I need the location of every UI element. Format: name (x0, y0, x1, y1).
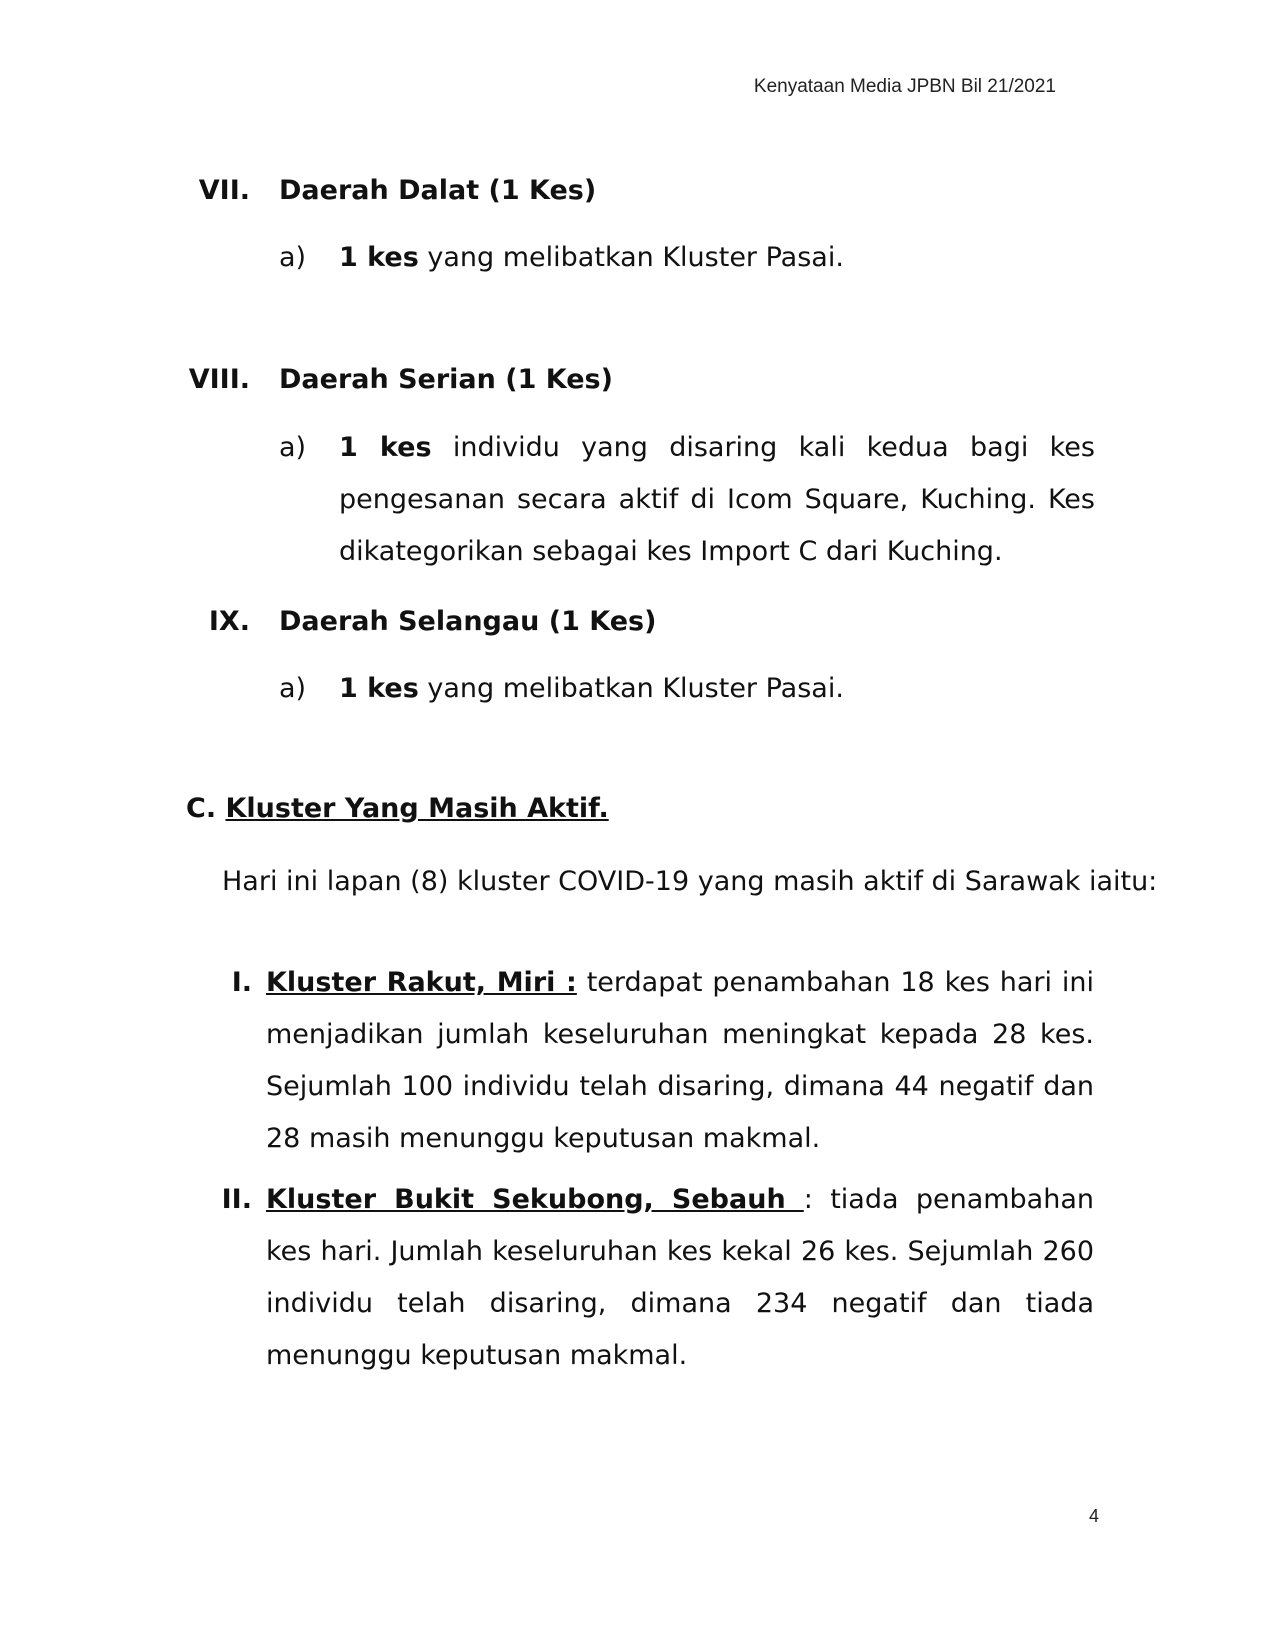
document-header: Kenyataan Media JPBN Bil 21/2021 (753, 76, 1056, 97)
case-count: 1 kes (339, 432, 432, 463)
cluster-name: Kluster Bukit Sekubong, Sebauh (266, 1184, 804, 1215)
district-item-text (339, 422, 1095, 578)
case-count: 1 kes (339, 673, 419, 704)
cluster-paragraph (266, 957, 1094, 1165)
item-description: individu yang disaring kali kedua bagi kes pengesanan secara aktif di Icom Square, Kuching. Kes dikategorikan sebagai kes Import C dari Kuching. (339, 432, 1095, 567)
district-item-text (339, 663, 1095, 715)
page-number: 4 (1089, 1506, 1100, 1526)
section-letter: C. (186, 793, 217, 824)
cluster-paragraph (266, 1174, 1094, 1382)
item-label: a) (279, 242, 307, 273)
section-title: Kluster Yang Masih Aktif. (225, 793, 609, 824)
district-numeral: IX. (208, 606, 250, 637)
item-description: yang melibatkan Kluster Pasai. (418, 242, 844, 273)
district-heading: Daerah Serian (1 Kes) (279, 364, 613, 395)
district-item-text (339, 232, 1095, 284)
district-heading: Daerah Selangau (1 Kes) (279, 606, 657, 637)
item-label: a) (279, 673, 307, 704)
item-label: a) (279, 432, 307, 463)
cluster-description: terdapat penambahan 18 kes hari ini menjadikan jumlah keseluruhan meningkat kepada 28 kes. Sejumlah 100 individu telah disaring, dimana 44 negatif dan 28 masih menunggu keputusan makmal. (266, 967, 1094, 1154)
district-numeral: VII. (198, 175, 250, 206)
case-count: 1 kes (339, 242, 419, 273)
cluster-name: Kluster Rakut, Miri : (266, 967, 577, 998)
section-intro: Hari ini lapan (8) kluster COVID-19 yang masih aktif di Sarawak iaitu: (222, 866, 1158, 897)
district-numeral: VIII. (188, 364, 250, 395)
cluster-description: : tiada penambahan kes hari. Jumlah keseluruhan kes kekal 26 kes. Sejumlah 260 individu telah disaring, dimana 234 negatif dan tiada menunggu keputusan makmal. (266, 1184, 1094, 1371)
cluster-numeral: I. (231, 967, 252, 998)
section-c-heading (186, 790, 609, 828)
item-description: yang melibatkan Kluster Pasai. (418, 673, 844, 704)
cluster-numeral: II. (221, 1184, 252, 1215)
district-heading: Daerah Dalat (1 Kes) (279, 175, 597, 206)
